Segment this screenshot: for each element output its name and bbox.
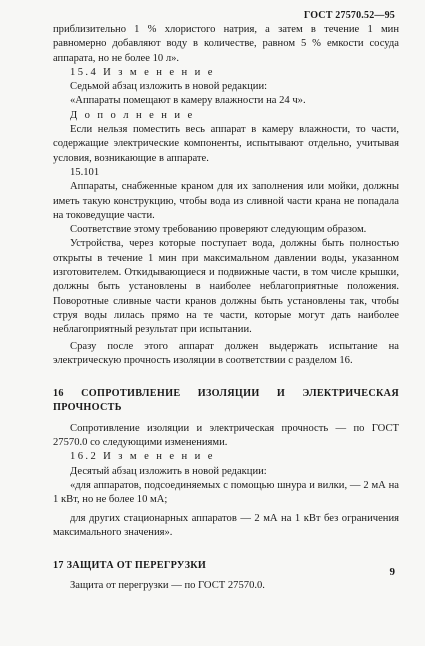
paragraph: Защита от перегрузки — по ГОСТ 27570.0. (70, 580, 265, 592)
clause-16-2-heading: 16.2 И з м е н е н и е (70, 451, 215, 463)
paragraph: «Аппараты помещают в камеру влажности на 24 ч». (70, 95, 306, 107)
clause-15-101-heading: 15.101 (70, 166, 100, 178)
paragraph: Устройства, через которые поступает вода, должны быть полностью открыты в течение 1 мин при максимальном давлении воды, указанном изготовителем. Откидывающиеся и подвижные части, в том числе крышки, должны быть установлены в наиболее неблагоприятные положения. Поворотные сливные части кранов должны быть установлены так, чтобы струя воды лилась прямо на те части, которые могут дать наиболее неблагоприятный результат при испытании. (53, 238, 399, 336)
paragraph: Сопротивление изоляции и электрическая прочность — по ГОСТ 27570.0 со следующими изменениями. (53, 422, 399, 449)
paragraph: Седьмой абзац изложить в новой редакции: (70, 81, 268, 93)
section-17-heading: 17 ЗАЩИТА ОТ ПЕРЕГРУЗКИ (53, 560, 207, 572)
paragraph: Аппараты, снабженные краном для их заполнения или мойки, должны иметь такую конструкцию, чтобы вода из сливной части крана не попадала на токоведущие части. (53, 181, 399, 221)
paragraph: Если нельзя поместить весь аппарат в камеру влажности, то части, содержащие электрические компоненты, испытывают отдельно, учитывая условия, возникающие в аппарате. (53, 124, 399, 164)
paragraph: «для аппаратов, подсоединяемых с помощью шнура и вилки, — 2 мА на 1 кВт, но не более 10 мА; (53, 479, 399, 506)
document-body (53, 23, 399, 594)
clause-15-4-heading: 15.4 И з м е н е н и е (70, 66, 215, 78)
section-16-heading: 16 СОПРОТИВЛЕНИЕ ИЗОЛЯЦИИ И ЭЛЕКТРИЧЕСКАЯ ПРОЧНОСТЬ (53, 388, 399, 414)
paragraph: Сразу после этого аппарат должен выдержать испытание на электрическую прочность изоляции в соответствии с разделом 16. (53, 340, 399, 366)
paragraph: Соответствие этому требованию проверяют следующим образом. (70, 224, 367, 236)
paragraph-continuation: приблизительно 1 % хлористого натрия, а затем в течение 1 мин равномерно добавляют воду в количестве, равном 5 % емкости сосуда аппарата, но не более 10 л». (53, 24, 399, 64)
document-header: ГОСТ 27570.52—95 (303, 10, 395, 21)
paragraph: для других стационарных аппаратов — 2 мА на 1 кВт без ограничения максимального значения». (53, 512, 399, 538)
paragraph: Десятый абзац изложить в новой редакции: (70, 465, 267, 477)
page-number: 9 (389, 566, 395, 578)
addition-heading: Д о п о л н е н и е (70, 109, 195, 121)
